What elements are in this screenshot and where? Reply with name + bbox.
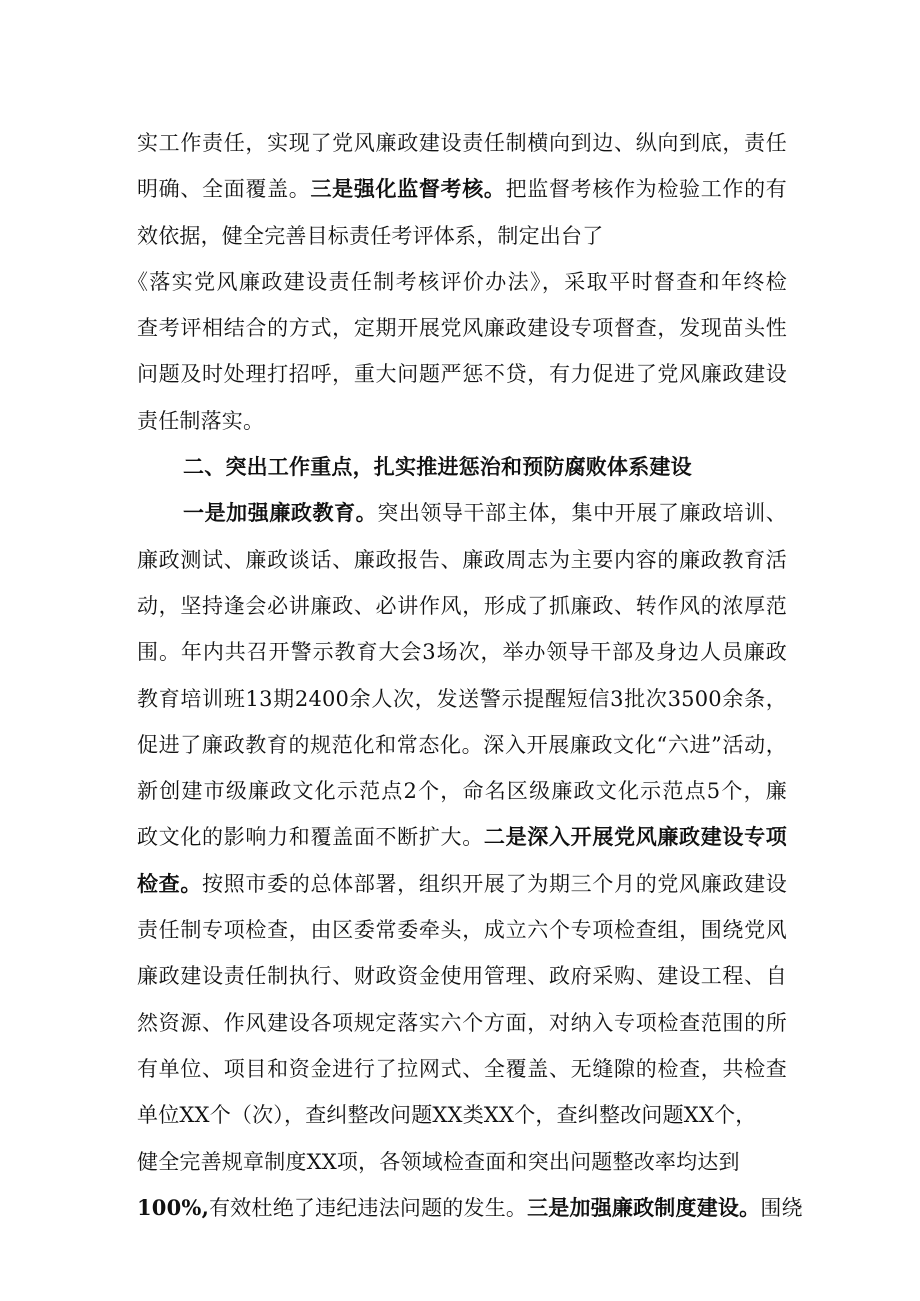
bold-heading-segment: 三是强化监督考核。 — [310, 176, 506, 202]
text-line — [137, 861, 787, 907]
text-segment: 查考评相结合的方式，定期开展党风廉政建设专项督查，发现苗头性 — [137, 316, 787, 341]
text-segment: 问题及时处理打招呼，重大问题严惩不贷，有力促进了党风廉政建设 — [137, 362, 787, 387]
section-heading-text: 二、突出工作重点，扎实推进惩治和预防腐败体系建设 — [183, 454, 692, 480]
text-line — [137, 953, 787, 999]
text-line — [137, 1000, 787, 1046]
text-line — [137, 537, 787, 583]
text-line — [137, 583, 787, 629]
text-line — [137, 1139, 787, 1185]
text-segment: 新创建市级廉政文化示范点2个，命名区级廉政文化示范点5个，廉 — [137, 779, 787, 804]
text-line — [137, 1185, 803, 1231]
bold-heading-segment: 检查。 — [137, 870, 203, 896]
text-segment: 责任制专项检查，由区委常委牵头，成立六个专项检查组，围绕党风 — [137, 918, 787, 943]
text-segment: 有单位、项目和资金进行了拉网式、全覆盖、无缝隙的检查，共检查 — [137, 1056, 787, 1081]
bold-heading-segment: 二是深入开展党风廉政建设专项 — [483, 824, 787, 850]
text-segment: 围。年内共召开警示教育大会3场次，举办领导干部及身边人员廉政 — [137, 640, 787, 665]
text-line — [137, 676, 787, 722]
text-line — [127, 259, 787, 305]
text-segment: 明确、全面覆盖。 — [137, 177, 311, 202]
text-segment: 实工作责任，实现了党风廉政建设责任制横向到边、纵向到底，责任 — [137, 131, 787, 155]
text-segment: 把监督考核作为检验工作的有 — [505, 177, 787, 202]
text-line — [137, 1046, 787, 1092]
section-heading — [137, 444, 787, 490]
text-segment: 健全完善规章制度XX项，各领域检查面和突出问题整改率均达到 — [137, 1149, 740, 1174]
text-line — [137, 398, 787, 444]
text-line — [137, 1092, 787, 1138]
text-segment: 廉政测试、廉政谈话、廉政报告、廉政周志为主要内容的廉政教育活 — [137, 547, 787, 572]
text-segment: 廉政建设责任制执行、财政资金使用管理、政府采购、建设工程、自 — [137, 964, 787, 989]
text-line — [137, 213, 787, 259]
text-line — [137, 907, 787, 953]
text-line — [137, 166, 787, 212]
bold-heading-segment: 一是加强廉政教育。 — [183, 500, 378, 526]
text-line — [137, 490, 787, 536]
text-line — [137, 768, 787, 814]
text-segment: 政文化的影响力和覆盖面不断扩大。 — [137, 825, 484, 850]
text-line — [137, 305, 787, 351]
text-segment: 围绕 — [760, 1195, 803, 1220]
text-segment: 单位XX个（次），查纠整改问题XX类XX个，查纠整改问题XX个， — [137, 1103, 757, 1128]
document-page — [127, 120, 803, 1231]
text-segment: 责任制落实。 — [137, 408, 265, 433]
text-segment: 动，坚持逢会必讲廉政、必讲作风，形成了抓廉政、转作风的浓厚范 — [137, 593, 787, 618]
text-segment: 教育培训班13期2400余人次，发送警示提醒短信3批次3500余条， — [137, 686, 787, 711]
text-segment: 有效杜绝了违纪违法问题的发生。 — [209, 1195, 528, 1220]
text-line — [137, 814, 787, 860]
bold-number-segment: 100%, — [137, 1194, 210, 1220]
bold-heading-segment: 三是加强廉政制度建设。 — [527, 1194, 761, 1220]
text-line — [137, 120, 787, 166]
text-line — [137, 722, 787, 768]
text-segment: 突出领导干部主体，集中开展了廉政培训、 — [377, 501, 787, 526]
text-segment: 《落实党风廉政建设责任制考核评价办法》，采取平时督查和年终检 — [127, 269, 787, 294]
text-segment: 促进了廉政教育的规范化和常态化。深入开展廉政文化“六进”活动， — [137, 732, 787, 757]
text-line — [137, 351, 787, 397]
text-segment: 按照市委的总体部署，组织开展了为期三个月的党风廉政建设 — [202, 871, 787, 896]
text-segment: 然资源、作风建设各项规定落实六个方面，对纳入专项检查范围的所 — [137, 1010, 787, 1035]
text-segment: 效依据，健全完善目标责任考评体系，制定出台了 — [137, 223, 604, 248]
text-line — [137, 629, 787, 675]
